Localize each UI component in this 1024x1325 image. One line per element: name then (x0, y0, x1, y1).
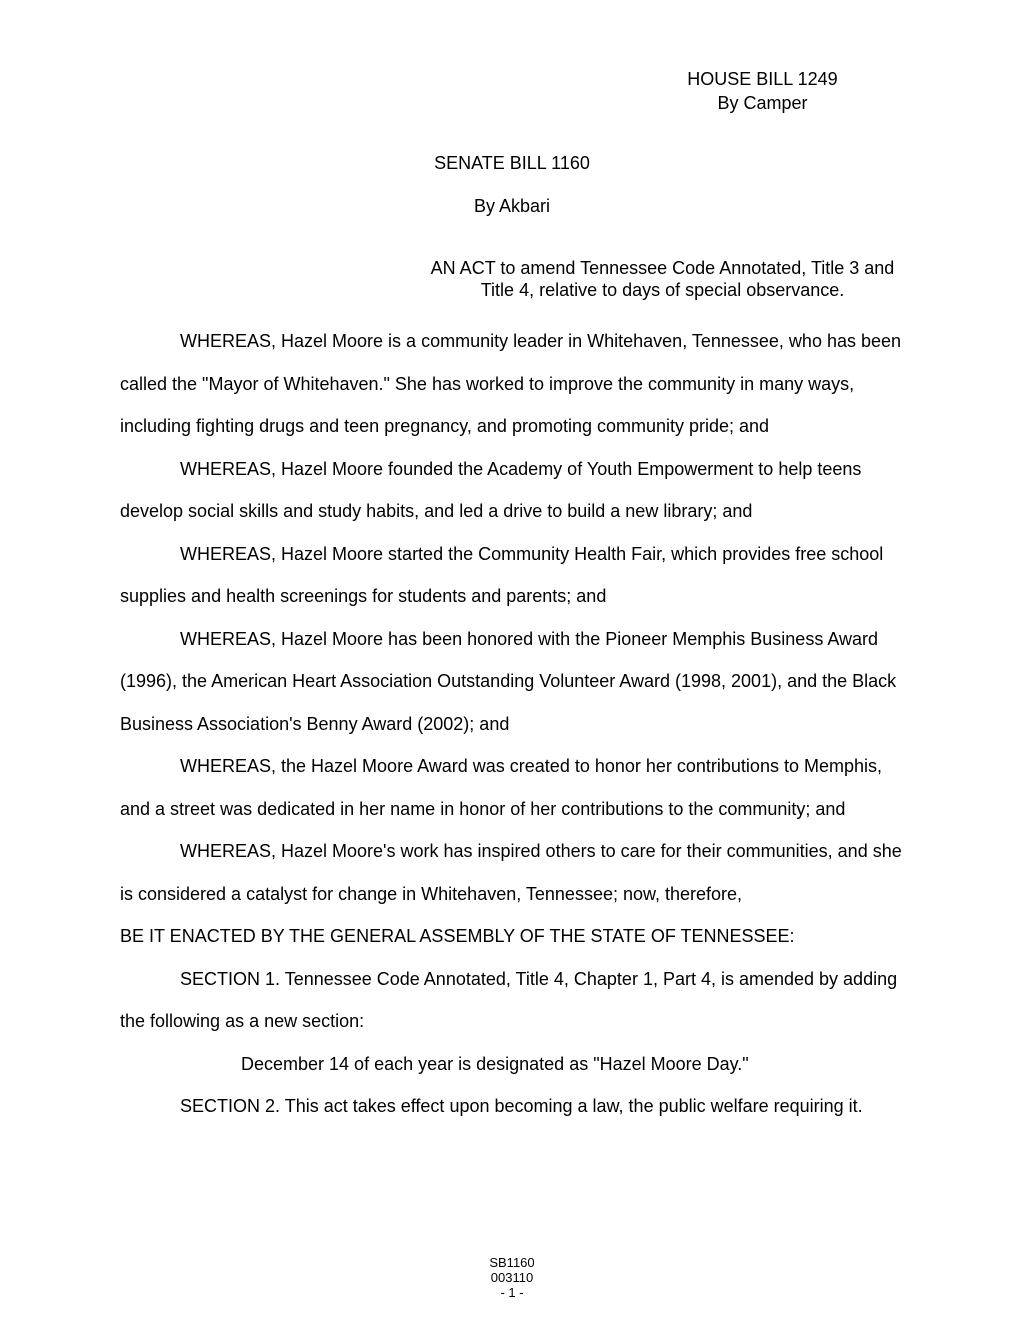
senate-bill-number: SENATE BILL 1160 (434, 153, 590, 173)
footer-doc-number: 003110 (490, 1270, 534, 1285)
whereas-paragraph: WHEREAS, the Hazel Moore Award was created to honor her contributions to Memphis, and a street was dedicated in her name in honor of her contributions to the community; and (120, 756, 882, 819)
whereas-paragraph: WHEREAS, Hazel Moore started the Community Health Fair, which provides free school supplies and health screenings for students and parents; and (120, 543, 884, 606)
page-footer (0, 1255, 1024, 1300)
bill-caption (400, 257, 925, 301)
section-1-text: December 14 of each year is designated as "Hazel Moore Day." (241, 1053, 749, 1074)
section-2: SECTION 2. This act takes effect upon becoming a law, the public welfare requiring it. (180, 1096, 863, 1116)
whereas-paragraph: WHEREAS, Hazel Moore's work has inspired others to care for their communities, and she is considered a catalyst for change in Whitehaven, Tennessee; now, therefore, (120, 841, 902, 904)
section-1: SECTION 1. Tennessee Code Annotated, Title 4, Chapter 1, Part 4, is amended by adding the following as a new section: (120, 968, 898, 1031)
house-bill-number: HOUSE BILL 1249 (687, 69, 838, 89)
house-bill-sponsor: By Camper (717, 93, 808, 113)
whereas-paragraph: WHEREAS, Hazel Moore is a community leader in Whitehaven, Tennessee, who has been called the "Mayor of Whitehaven." She has worked to improve the community in many ways, including fighting drugs and teen pregnancy, and promoting community pride; and (120, 331, 902, 436)
whereas-paragraph: WHEREAS, Hazel Moore founded the Academy of Youth Empowerment to help teens develop social skills and study habits, and led a drive to build a new library; and (120, 458, 862, 521)
bill-body (120, 320, 904, 1128)
senate-bill-sponsor: By Akbari (473, 196, 551, 216)
caption-line-2: Title 4, relative to days of special observance. (480, 280, 845, 300)
footer-page-number: - 1 - (500, 1285, 524, 1300)
enacting-clause: BE IT ENACTED BY THE GENERAL ASSEMBLY OF THE STATE OF TENNESSEE: (120, 926, 795, 946)
whereas-paragraph: WHEREAS, Hazel Moore has been honored with the Pioneer Memphis Business Award (1996), the American Heart Association Outstanding Volunteer Award (1998, 2001), and the Black Business Association's Benny Award (2002); and (120, 628, 897, 734)
footer-bill-code: SB1160 (489, 1255, 535, 1270)
house-bill-block (640, 67, 885, 115)
caption-line-1: AN ACT to amend Tennessee Code Annotated, Title 3 and (430, 258, 895, 278)
